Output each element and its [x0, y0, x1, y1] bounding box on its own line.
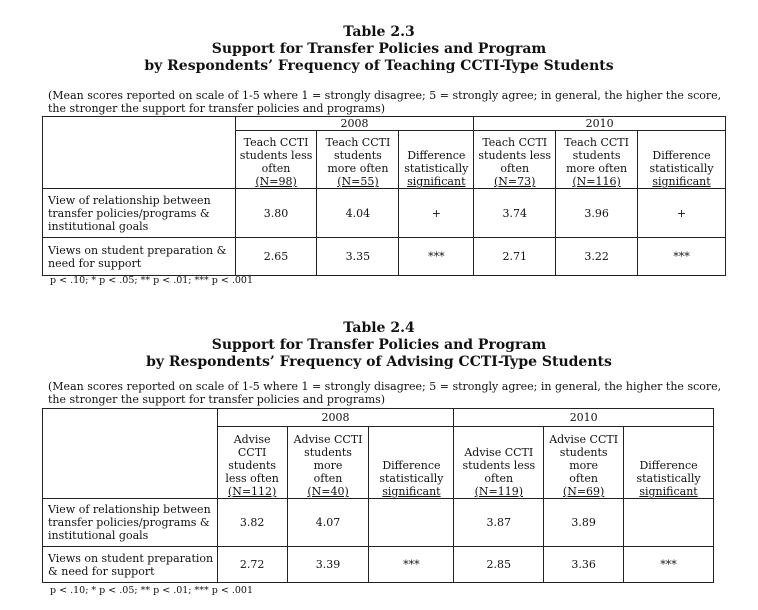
- value-cell: 4.04: [317, 189, 399, 238]
- year-header: 2008: [235, 117, 474, 131]
- value-cell: 3.82: [217, 499, 287, 547]
- value-cell: 4.07: [287, 499, 369, 547]
- column-header: Advise CCTI students less often (N=119): [454, 427, 544, 499]
- value-cell: 3.74: [474, 189, 556, 238]
- header-blank-cell: [43, 117, 236, 189]
- row-label: Views on student preparation & need for support: [43, 547, 218, 583]
- year-header: 2010: [454, 409, 714, 427]
- table-2-3-title: [0, 24, 758, 75]
- value-cell: 3.89: [544, 499, 624, 547]
- column-header: Advise CCTI students less often (N=112): [217, 427, 287, 499]
- value-cell: 3.87: [454, 499, 544, 547]
- row-label: View of relationship between transfer policies/programs & institutional goals: [43, 189, 236, 238]
- value-cell: 3.22: [556, 238, 638, 276]
- column-header: Teach CCTI students less often (N=98): [235, 131, 317, 189]
- table-row: [43, 547, 714, 583]
- value-cell: 3.36: [544, 547, 624, 583]
- value-cell: 2.71: [474, 238, 556, 276]
- table-2-4: [42, 408, 714, 583]
- header-blank-cell: [43, 409, 218, 499]
- year-header: 2008: [217, 409, 454, 427]
- row-label: View of relationship between transfer policies/programs & institutional goals: [43, 499, 218, 547]
- table-row: [43, 499, 714, 547]
- table-2-3: [42, 116, 726, 276]
- significance-cell: ***: [638, 238, 726, 276]
- table-title-line: by Respondents’ Frequency of Advising CCTI-Type Students: [146, 354, 612, 370]
- significance-cell: [624, 499, 714, 547]
- table-row: [43, 238, 726, 276]
- table-title-line: Support for Transfer Policies and Program: [211, 337, 547, 353]
- value-cell: 2.72: [217, 547, 287, 583]
- significance-cell: ***: [369, 547, 454, 583]
- table-footnote: p < .10; * p < .05; ** p < .01; *** p < .001: [50, 585, 254, 596]
- column-header: Difference statistically significant: [624, 427, 714, 499]
- column-header: Difference statistically significant: [638, 131, 726, 189]
- table-row: [43, 189, 726, 238]
- value-cell: 2.85: [454, 547, 544, 583]
- column-header: Advise CCTI students more often (N=40): [287, 427, 369, 499]
- table-2-4-title: [0, 320, 758, 371]
- table-number: Table 2.3: [343, 24, 415, 40]
- row-label: Views on student preparation & need for support: [43, 238, 236, 276]
- significance-cell: ***: [399, 238, 474, 276]
- column-header: Teach CCTI students more often (N=116): [556, 131, 638, 189]
- value-cell: 3.96: [556, 189, 638, 238]
- year-header: 2010: [474, 117, 726, 131]
- significance-cell: [369, 499, 454, 547]
- significance-cell: ***: [624, 547, 714, 583]
- value-cell: 2.65: [235, 238, 317, 276]
- significance-cell: +: [399, 189, 474, 238]
- table-number: Table 2.4: [343, 320, 415, 336]
- value-cell: 3.39: [287, 547, 369, 583]
- table-title-line: Support for Transfer Policies and Program: [211, 41, 547, 57]
- table-title-line: by Respondents’ Frequency of Teaching CCTI-Type Students: [144, 58, 614, 74]
- column-header: Difference statistically significant: [399, 131, 474, 189]
- value-cell: 3.80: [235, 189, 317, 238]
- significance-cell: +: [638, 189, 726, 238]
- table-note: (Mean scores reported on scale of 1-5 where 1 = strongly disagree; 5 = strongly agree; in general, the higher the score, the stronger the support for transfer policies and programs): [48, 89, 722, 115]
- value-cell: 3.35: [317, 238, 399, 276]
- table-footnote: p < .10; * p < .05; ** p < .01; *** p < .001: [50, 275, 254, 286]
- column-header: Advise CCTI students more often (N=69): [544, 427, 624, 499]
- table-note: (Mean scores reported on scale of 1-5 where 1 = strongly disagree; 5 = strongly agree; in general, the higher the score, the stronger the support for transfer policies and programs): [48, 380, 722, 406]
- column-header: Teach CCTI students less often (N=73): [474, 131, 556, 189]
- column-header: Difference statistically significant: [369, 427, 454, 499]
- column-header: Teach CCTI students more often (N=55): [317, 131, 399, 189]
